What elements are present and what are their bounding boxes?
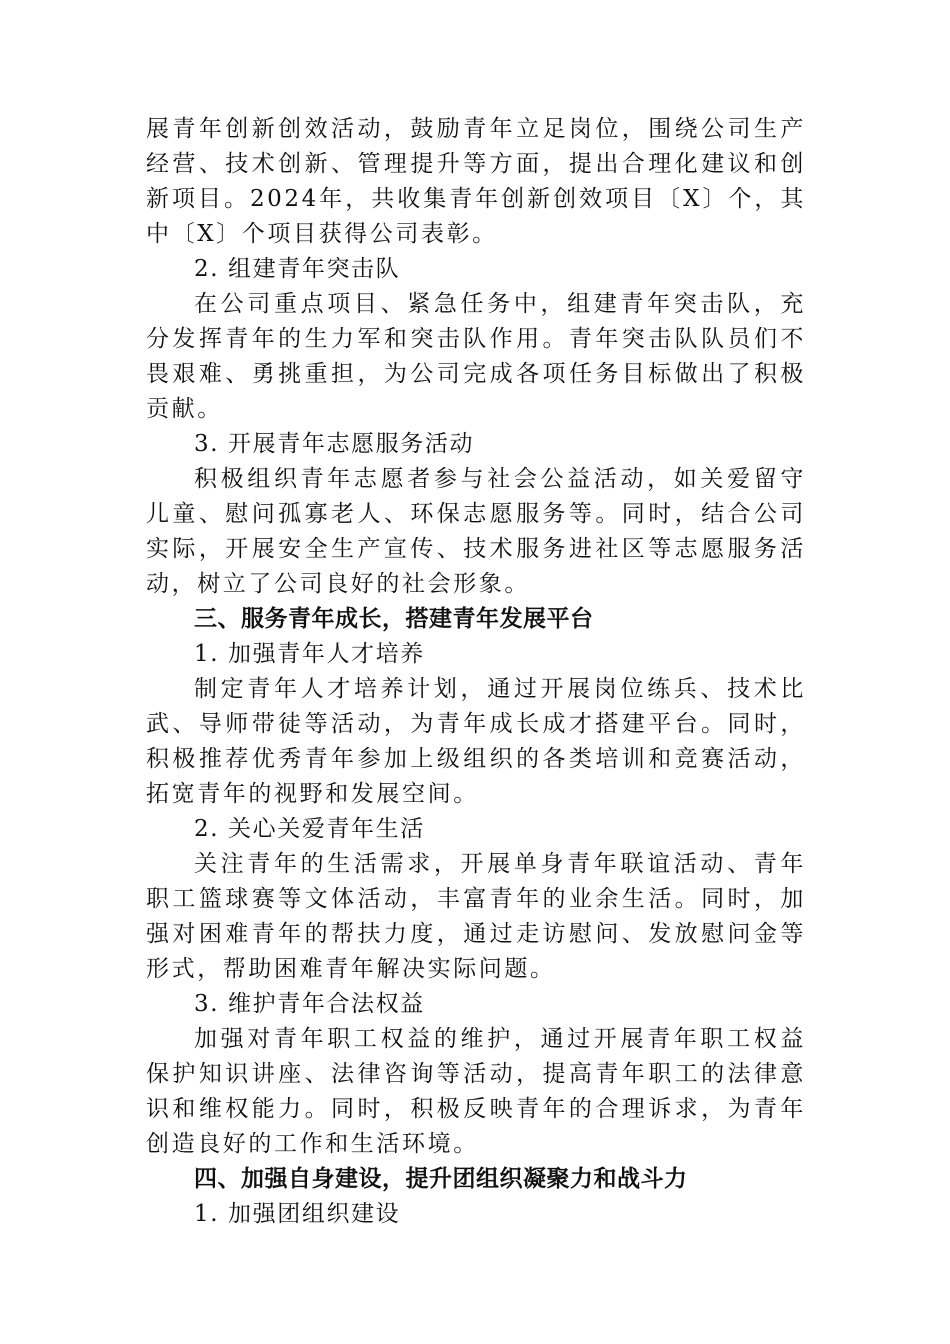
section-heading-four: 四、加强自身建设，提升团组织凝聚力和战斗力 [194, 1166, 688, 1192]
subheading-league-building: 1. 加强团组织建设 [194, 1201, 401, 1227]
paragraph-volunteer-service: 积极组织青年志愿者参与社会公益活动，如关爱留守儿童、慰问孤寡老人、环保志愿服务等。同时，结合公司实际，开展安全生产宣传、技术服务进社区等志愿服务活动，树立了公司良好的社会形象。 [146, 466, 806, 597]
paragraph-youth-commando: 在公司重点项目、紧急任务中，组建青年突击队，充分发挥青年的生力军和突击队作用。青年突击队队员们不畏艰难、勇挑重担，为公司完成各项任务目标做出了积极贡献。 [146, 291, 806, 422]
document-page [146, 112, 806, 1232]
subheading-youth-commando: 2. 组建青年突击队 [194, 256, 401, 282]
section-heading-three: 三、服务青年成长，搭建青年发展平台 [194, 606, 594, 632]
subheading-talent-training: 1. 加强青年人才培养 [194, 641, 425, 667]
paragraph-youth-life: 关注青年的生活需求，开展单身青年联谊活动、青年职工篮球赛等文体活动，丰富青年的业余生活。同时，加强对困难青年的帮扶力度，通过走访慰问、发放慰问金等形式，帮助困难青年解决实际问题。 [146, 851, 806, 982]
subheading-youth-life: 2. 关心关爱青年生活 [194, 816, 425, 842]
paragraph-youth-rights: 加强对青年职工权益的维护，通过开展青年职工权益保护知识讲座、法律咨询等活动，提高青年职工的法律意识和维权能力。同时，积极反映青年的合理诉求，为青年创造良好的工作和生活环境。 [146, 1026, 806, 1157]
paragraph-talent-training: 制定青年人才培养计划，通过开展岗位练兵、技术比武、导师带徒等活动，为青年成长成才搭建平台。同时，积极推荐优秀青年参加上级组织的各类培训和竞赛活动，拓宽青年的视野和发展空间。 [146, 676, 806, 807]
paragraph-innovation-projects: 展青年创新创效活动，鼓励青年立足岗位，围绕公司生产经营、技术创新、管理提升等方面，提出合理化建议和创新项目。2024年，共收集青年创新创效项目〔X〕个，其中〔X〕个项目获得公司表彰。 [146, 116, 806, 247]
subheading-volunteer-service: 3. 开展青年志愿服务活动 [194, 431, 475, 457]
subheading-youth-rights: 3. 维护青年合法权益 [194, 991, 425, 1017]
